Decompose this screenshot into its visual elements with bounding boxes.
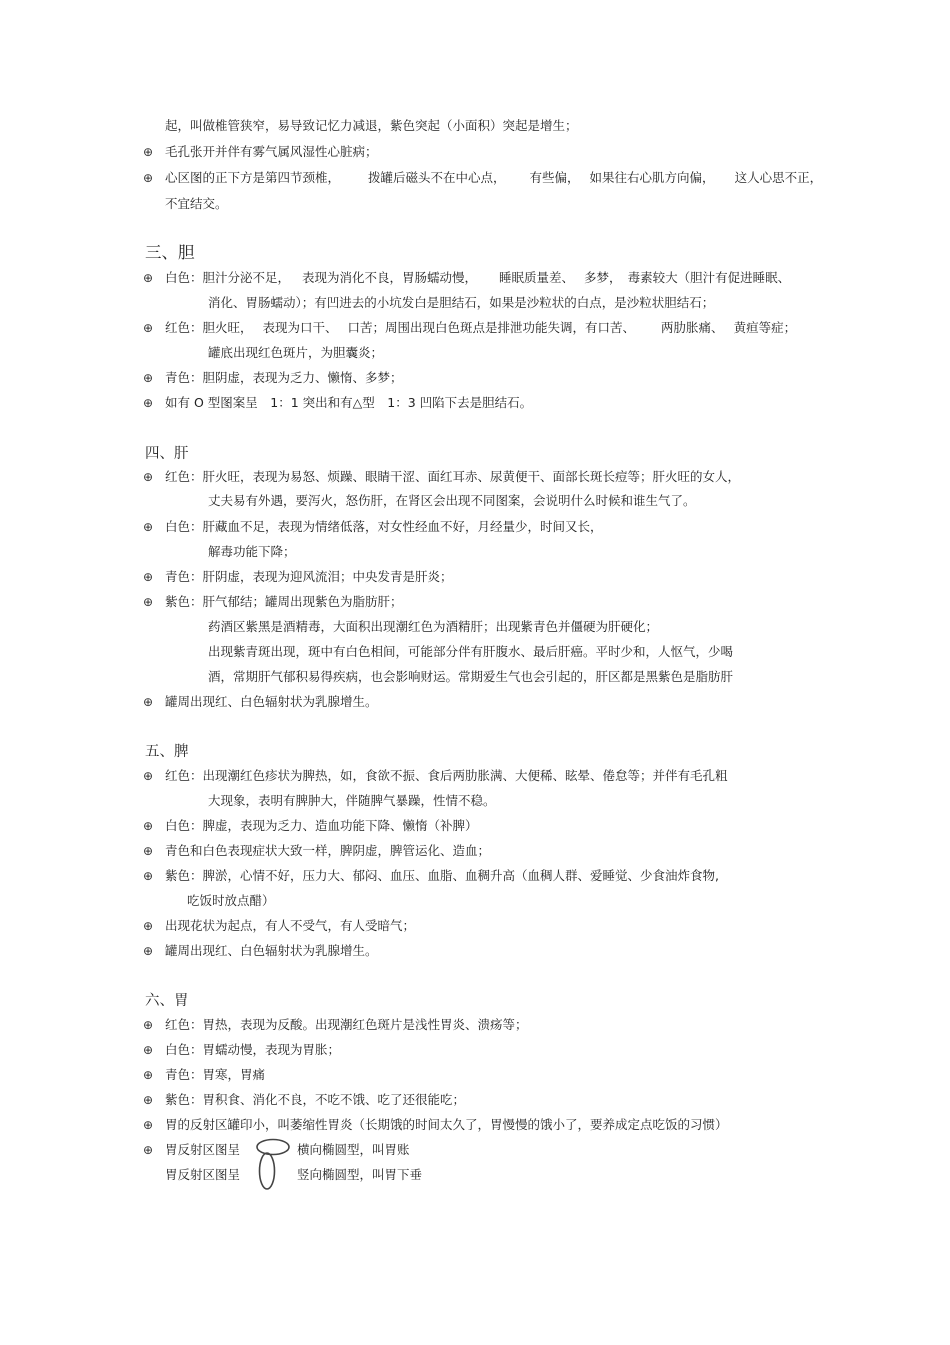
bullet-icon: ⊕ — [143, 819, 154, 833]
intro-bullet-2-cont: 不宜结交。 — [165, 196, 228, 211]
bullet-icon: ⊕ — [143, 844, 154, 858]
wei-bullet-7-label: 胃反射区图呈 — [165, 1167, 241, 1182]
gan-bullet-4-cont-1: 药酒区紫黑是酒精毒，大面积出现潮红色为酒精肝；出现紫青色并僵硬为肝硬化； — [208, 619, 659, 634]
gan-bullet-3: 青色：肝阴虚，表现为迎风流泪；中央发青是肝炎； — [165, 569, 453, 584]
intro-line: 起，叫做椎管狭窄，易导致记忆力减退，紫色突起（小面积）突起是增生； — [165, 118, 578, 133]
dan-bullet-3: 青色：胆阴虚，表现为乏力、懒惰、多梦； — [165, 370, 403, 385]
wei-bullet-6-label: 胃反射区图呈 — [165, 1142, 241, 1157]
wei-bullet-7-desc: 竖向椭圆型，叫胃下垂 — [297, 1167, 423, 1182]
gan-bullet-1: 红色：肝火旺，表现为易怒、烦躁、眼睛干涩、面红耳赤、尿黄便干、面部长斑长痘等；肝火旺的女人， — [165, 469, 741, 484]
wei-bullet-2: 白色：胃蠕动慢，表现为胃胀； — [165, 1042, 341, 1057]
dan-bullet-1-cont: 消化、胃肠蠕动）；有凹进去的小坑发白是胆结石，如果是沙粒状的白点，是沙粒状胆结石； — [208, 295, 715, 310]
bullet-icon: ⊕ — [143, 919, 154, 933]
section-heading-pi: 五、脾 — [145, 744, 189, 760]
bullet-icon: ⊕ — [143, 570, 154, 584]
bullet-icon: ⊕ — [143, 944, 154, 958]
wei-bullet-5: 胃的反射区罐印小，叫萎缩性胃炎（长期饿的时间太久了，胃慢慢的饿小了，要养成定点吃饭的习惯） — [165, 1117, 728, 1132]
pi-bullet-1: 红色：出现潮红色疹状为脾热，如，食欲不振、食后两肋胀满、大便稀、眩晕、倦怠等；并伴有毛孔粗 — [165, 768, 728, 783]
bullet-icon: ⊕ — [143, 470, 154, 484]
pi-bullet-1-cont: 大现象，表明有脾肿大，伴随脾气暴躁，性情不稳。 — [208, 793, 496, 808]
gan-bullet-4: 紫色：肝气郁结；罐周出现紫色为脂肪肝； — [165, 594, 403, 609]
bullet-icon: ⊕ — [143, 595, 154, 609]
section-heading-wei: 六、胃 — [145, 993, 189, 1009]
pi-bullet-4: 紫色：脾淤，心情不好，压力大、郁闷、血压、血脂、血稠升高（血稠人群、爱睡觉、少食油炸食物, — [165, 868, 719, 883]
horizontal-ellipse-icon — [257, 1140, 289, 1155]
wei-bullet-4: 紫色：胃积食、消化不良，不吃不饿、吃了还很能吃； — [165, 1092, 466, 1107]
bullet-icon: ⊕ — [143, 271, 154, 285]
pi-bullet-2: 白色：脾虚，表现为乏力、造血功能下降、懒惰（补脾） — [165, 818, 478, 833]
section-heading-gan: 四、肝 — [145, 446, 189, 462]
bullet-icon: ⊕ — [143, 1143, 154, 1157]
gan-bullet-1-cont: 丈夫易有外遇，要泻火，怒伤肝，在肾区会出现不同图案，会说明什么时候和谁生气了。 — [208, 493, 696, 508]
bullet-icon: ⊕ — [143, 371, 154, 385]
wei-bullet-3: 青色：胃寒，胃痛 — [165, 1067, 266, 1082]
bullet-icon: ⊕ — [143, 1018, 154, 1032]
bullet-icon: ⊕ — [143, 695, 154, 709]
wei-bullet-1: 红色：胃热，表现为反酸。出现潮红色斑片是浅性胃炎、溃疡等； — [165, 1017, 528, 1032]
bullet-icon: ⊕ — [143, 396, 154, 410]
bullet-icon: ⊕ — [143, 171, 154, 185]
dan-bullet-2: 红色：胆火旺， 表现为口干、 口苦；周围出现白色斑点是排泄功能失调，有口苦、 两肋胀痛、 黄疸等症； — [165, 320, 797, 335]
pi-bullet-6: 罐周出现红、白色辐射状为乳腺增生。 — [165, 943, 378, 958]
bullet-icon: ⊕ — [143, 1043, 154, 1057]
dan-bullet-1: 白色：胆汁分泌不足， 表现为消化不良，胃肠蠕动慢， 睡眠质量差、 多梦， 毒素较大（胆汁有促进睡眠、 — [165, 270, 791, 285]
intro-bullet-2: 心区图的正下方是第四节颈椎， 拨罐后磁头不在中心点， 有些偏， 如果往右心肌方向偏， 这人心思不正， — [165, 170, 823, 185]
bullet-icon: ⊕ — [143, 1093, 154, 1107]
bullet-icon: ⊕ — [143, 1068, 154, 1082]
gan-bullet-4-cont-2: 出现紫青斑出现，斑中有白色相间，可能部分伴有肝腹水、最后肝癌。平时少和，人怄气，少喝 — [208, 644, 734, 659]
bullet-icon: ⊕ — [143, 1118, 154, 1132]
gan-bullet-2: 白色：肝藏血不足，表现为情绪低落，对女性经血不好，月经量少，时间又长， — [165, 519, 603, 534]
bullet-icon: ⊕ — [143, 321, 154, 335]
pi-bullet-3: 青色和白色表现症状大致一样，脾阴虚，脾管运化、造血； — [165, 843, 491, 858]
pi-bullet-4-cont: 吃饭时放点醋） — [187, 893, 275, 908]
dan-bullet-2-cont: 罐底出现红色斑片，为胆囊炎； — [208, 345, 384, 360]
pi-bullet-5: 出现花状为起点，有人不受气，有人受暗气； — [165, 918, 416, 933]
dan-bullet-4: 如有 O 型图案呈 1：1 突出和有△型 1：3 凹陷下去是胆结石。 — [165, 395, 533, 410]
wei-bullet-6-desc: 横向椭圆型，叫胃账 — [297, 1142, 410, 1157]
bullet-icon: ⊕ — [143, 769, 154, 783]
stomach-shape-illustration — [255, 1137, 291, 1193]
vertical-ellipse-icon — [260, 1153, 275, 1189]
bullet-icon: ⊕ — [143, 869, 154, 883]
gan-bullet-5: 罐周出现红、白色辐射状为乳腺增生。 — [165, 694, 378, 709]
section-heading-dan: 三、胆 — [145, 243, 195, 262]
intro-bullet-1: 毛孔张开并伴有雾气属风湿性心脏病； — [165, 144, 378, 159]
bullet-icon: ⊕ — [143, 520, 154, 534]
gan-bullet-2-cont: 解毒功能下降； — [208, 544, 296, 559]
gan-bullet-4-cont-3: 酒，常期肝气郁积易得疾病，也会影响财运。常期爱生气也会引起的，肝区都是黑紫色是脂肪肝 — [208, 669, 734, 684]
bullet-icon: ⊕ — [143, 145, 154, 159]
